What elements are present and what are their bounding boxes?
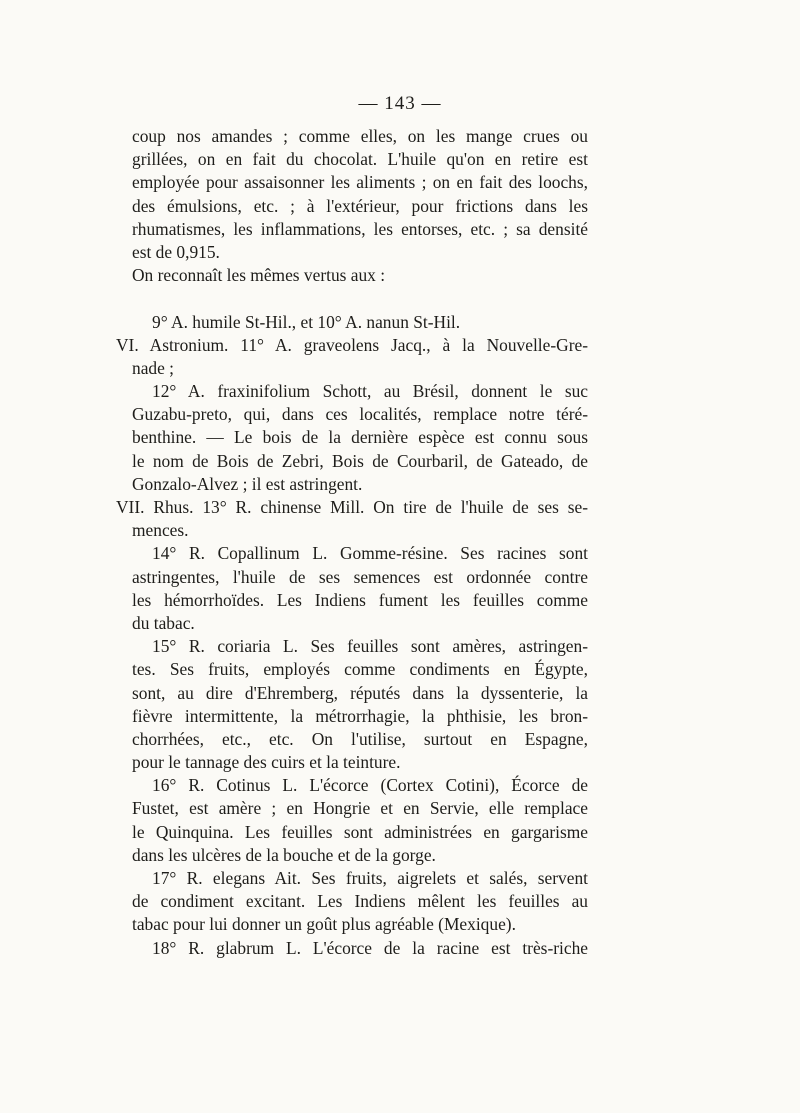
text-line: rhumatismes, les inflammations, les entorses, etc. ; sa densité [132, 218, 588, 239]
body-text [116, 125, 588, 960]
text-line: astringentes, l'huile de ses semences est ordonnée contre [132, 566, 588, 587]
paragraph-gap [132, 287, 588, 310]
text-line: fièvre intermittente, la métrorrhagie, la phthisie, les bron- [132, 705, 588, 726]
text-line: 15° R. coriaria L. Ses feuilles sont amères, astringen- [152, 636, 588, 657]
text-line: les hémorrhoïdes. Les Indiens fument les feuilles comme [132, 589, 588, 610]
text-line: grillées, on en fait du chocolat. L'huile qu'on en retire est [132, 149, 588, 170]
text-line: On reconnaît les mêmes vertus aux : [132, 265, 386, 286]
text-line: 9° A. humile St-Hil., et 10° A. nanun St-Hil. [152, 311, 461, 332]
text-line: benthine. — Le bois de la dernière espèce est connu sous [132, 427, 588, 448]
text-line: VII. Rhus. 13° R. chinense Mill. On tire de l'huile de ses se- [116, 497, 588, 517]
text-line: Fustet, est amère ; en Hongrie et en Servie, elle remplace [132, 798, 588, 819]
text-line: employée pour assaisonner les aliments ; on en fait des loochs, [132, 172, 588, 193]
text-line: tabac pour lui donner un goût plus agréable (Mexique). [132, 914, 516, 935]
text-line: le nom de Bois de Zebri, Bois de Courbaril, de Gateado, de [132, 450, 588, 471]
text-line: dans les ulcères de la bouche et de la gorge. [132, 844, 436, 865]
text-line: Guzabu-preto, qui, dans ces localités, remplace notre téré- [132, 404, 588, 425]
text-line: 17° R. elegans Ait. Ses fruits, aigrelets et salés, servent [152, 868, 588, 888]
text-line: nade ; [132, 357, 175, 378]
page-number: — 143 — [358, 93, 442, 114]
text-line: pour le tannage des cuirs et la teinture. [132, 752, 401, 773]
text-line: 18° R. glabrum L. L'écorce de la racine est très-riche [152, 937, 588, 958]
text-line: de condiment excitant. Les Indiens mêlent les feuilles au [132, 891, 588, 912]
text-line: du tabac. [132, 612, 195, 633]
text-line: chorrhées, etc., etc. On l'utilise, surtout en Espagne, [132, 728, 588, 749]
text-line: VI. Astronium. 11° A. graveolens Jacq., à la Nouvelle-Gre- [116, 334, 588, 355]
text-line: 14° R. Copallinum L. Gomme-résine. Ses racines sont [152, 543, 588, 564]
text-line: tes. Ses fruits, employés comme condiments en Égypte, [132, 659, 588, 680]
text-line: Gonzalo-Alvez ; il est astringent. [132, 473, 363, 494]
text-line: sont, au dire d'Ehremberg, réputés dans la dyssenterie, la [132, 682, 588, 703]
text-line: est de 0,915. [132, 241, 220, 262]
text-line: 12° A. fraxinifolium Schott, au Brésil, donnent le suc [152, 381, 588, 402]
text-line: 16° R. Cotinus L. L'écorce (Cortex Cotini), Écorce de [152, 775, 588, 796]
text-line: le Quinquina. Les feuilles sont administrées en gargarisme [132, 821, 588, 842]
text-line: coup nos amandes ; comme elles, on les mange crues ou [132, 126, 588, 146]
text-line: des émulsions, etc. ; à l'extérieur, pour frictions dans les [132, 195, 588, 216]
text-line: mences. [132, 520, 189, 541]
